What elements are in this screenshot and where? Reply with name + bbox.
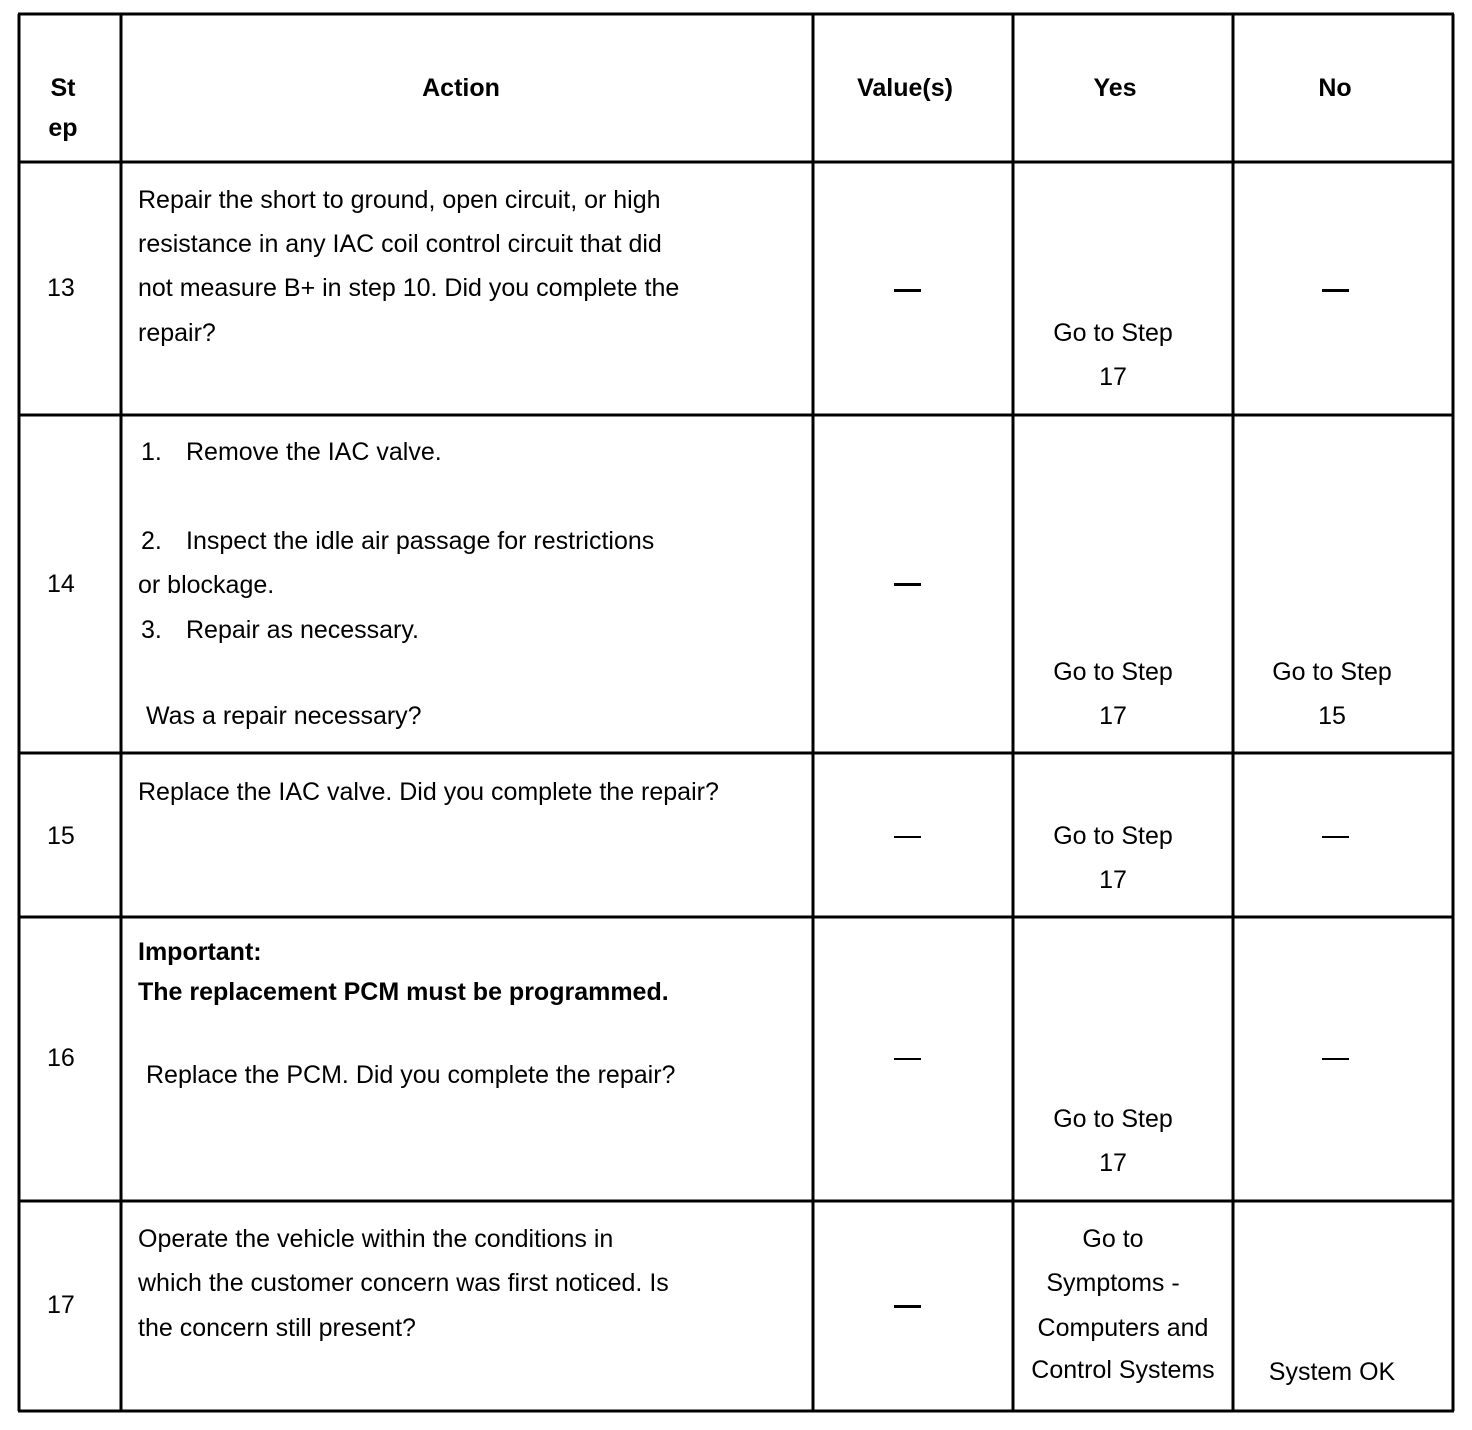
no-cell: 15 <box>1318 702 1346 730</box>
value-dash <box>894 1058 921 1060</box>
list-number: 3. <box>141 616 162 644</box>
action-text: Repair as necessary. <box>186 616 419 644</box>
yes-cell: Go to Step <box>1053 822 1173 850</box>
no-dash <box>1322 289 1349 292</box>
value-dash <box>894 1305 921 1308</box>
action-text: Replace the IAC valve. Did you complete the repair? <box>138 778 719 806</box>
no-cell: System OK <box>1268 1358 1396 1386</box>
header-yes: Yes <box>1093 74 1137 102</box>
yes-cell: 17 <box>1099 363 1127 391</box>
yes-cell: Control Systems <box>1031 1356 1215 1384</box>
header-step: ep <box>48 114 78 142</box>
header-no: No <box>1318 74 1352 102</box>
step-number: 16 <box>47 1044 75 1072</box>
no-cell: Go to Step <box>1272 658 1392 686</box>
action-question: Was a repair necessary? <box>146 702 422 730</box>
important-label: Important: <box>138 938 262 966</box>
action-text: Remove the IAC valve. <box>186 438 442 466</box>
important-text: The replacement PCM must be programmed. <box>138 978 669 1006</box>
yes-cell: 17 <box>1099 702 1127 730</box>
action-text: repair? <box>138 319 216 347</box>
value-dash <box>894 289 921 292</box>
action-text: Inspect the idle air passage for restrictions <box>186 527 655 555</box>
header-values: Value(s) <box>857 74 953 102</box>
header-action: Action <box>422 74 500 102</box>
value-dash <box>894 836 921 838</box>
action-text: Replace the PCM. Did you complete the repair? <box>146 1061 676 1089</box>
action-text: Operate the vehicle within the conditions in <box>138 1225 614 1253</box>
yes-cell: 17 <box>1099 1149 1127 1177</box>
action-text: Repair the short to ground, open circuit, or high <box>138 186 661 214</box>
step-number: 13 <box>47 274 75 302</box>
action-text: not measure B+ in step 10. Did you complete the <box>138 274 680 302</box>
step-number: 14 <box>47 570 75 598</box>
step-number: 17 <box>47 1291 75 1319</box>
action-text: which the customer concern was first noticed. Is <box>138 1269 669 1297</box>
yes-cell: Computers and <box>1037 1314 1209 1342</box>
list-number: 2. <box>141 527 162 555</box>
no-dash <box>1322 1058 1349 1060</box>
yes-cell: Symptoms - <box>1046 1269 1180 1297</box>
list-number: 1. <box>141 438 162 466</box>
action-text: or blockage. <box>138 571 275 599</box>
header-step: St <box>50 74 76 102</box>
action-text: the concern still present? <box>138 1314 416 1342</box>
value-dash <box>894 583 921 586</box>
yes-cell: Go to Step <box>1053 658 1173 686</box>
yes-cell: 17 <box>1099 866 1127 894</box>
yes-cell: Go to <box>1082 1225 1144 1253</box>
step-number: 15 <box>47 822 75 850</box>
action-text: resistance in any IAC coil control circuit that did <box>138 230 662 258</box>
yes-cell: Go to Step <box>1053 319 1173 347</box>
no-dash <box>1322 836 1349 838</box>
yes-cell: Go to Step <box>1053 1105 1173 1133</box>
